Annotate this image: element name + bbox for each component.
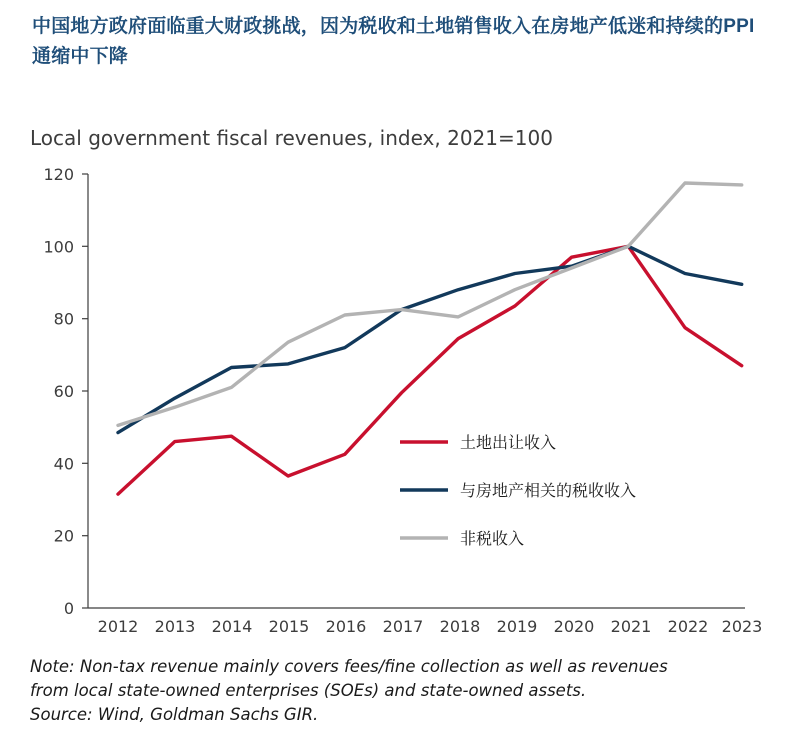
y-tick-label: 40 [53,454,74,474]
y-tick-label: 20 [53,526,74,546]
line-chart-svg [30,160,770,640]
series-line-2 [118,183,742,425]
series-line-0 [118,246,742,494]
x-tick-label: 2014 [211,617,253,636]
chart-legend [400,433,636,548]
y-axis-ticks [43,165,88,618]
x-tick-label: 2019 [496,617,538,636]
x-tick-label: 2017 [382,617,424,636]
chart-footnote [30,655,775,727]
x-tick-label: 2018 [439,617,481,636]
x-tick-label: 2023 [721,617,763,636]
page-headline: 中国地方政府面临重大财政挑战，因为税收和土地销售收入在房地产低迷和持续的PPI通缩中下降 [32,16,755,67]
y-tick-label: 0 [63,599,74,618]
legend-label-non-tax: 非税收入 [460,531,525,548]
x-tick-label: 2016 [325,617,367,636]
x-tick-label: 2022 [667,617,709,636]
y-tick-label: 100 [43,237,74,257]
x-tick-label: 2012 [97,617,139,636]
x-tick-label: 2020 [553,617,595,636]
y-tick-label: 120 [43,165,74,184]
footnote-line-3: Source: Wind, Goldman Sachs GIR. [30,705,319,724]
y-tick-label: 60 [53,382,74,401]
footnote-line-1: Note: Non-tax revenue mainly covers fees/fine collection as well as revenues [30,657,668,676]
x-tick-label: 2021 [610,617,652,636]
legend-label-property-tax: 与房地产相关的税收收入 [460,483,637,500]
legend-label-land-sales: 土地出让收入 [460,435,557,452]
series-lines [118,183,742,494]
x-tick-label: 2015 [268,617,310,636]
footnote-line-2: from local state-owned enterprises (SOEs) and state-owned assets. [30,681,587,700]
chart-canvas [30,160,770,640]
y-tick-label: 80 [53,309,74,329]
chart-subtitle: Local government fiscal revenues, index, 2021=100 [30,126,553,150]
x-tick-label: 2013 [154,617,196,636]
x-axis-ticks [98,617,763,636]
